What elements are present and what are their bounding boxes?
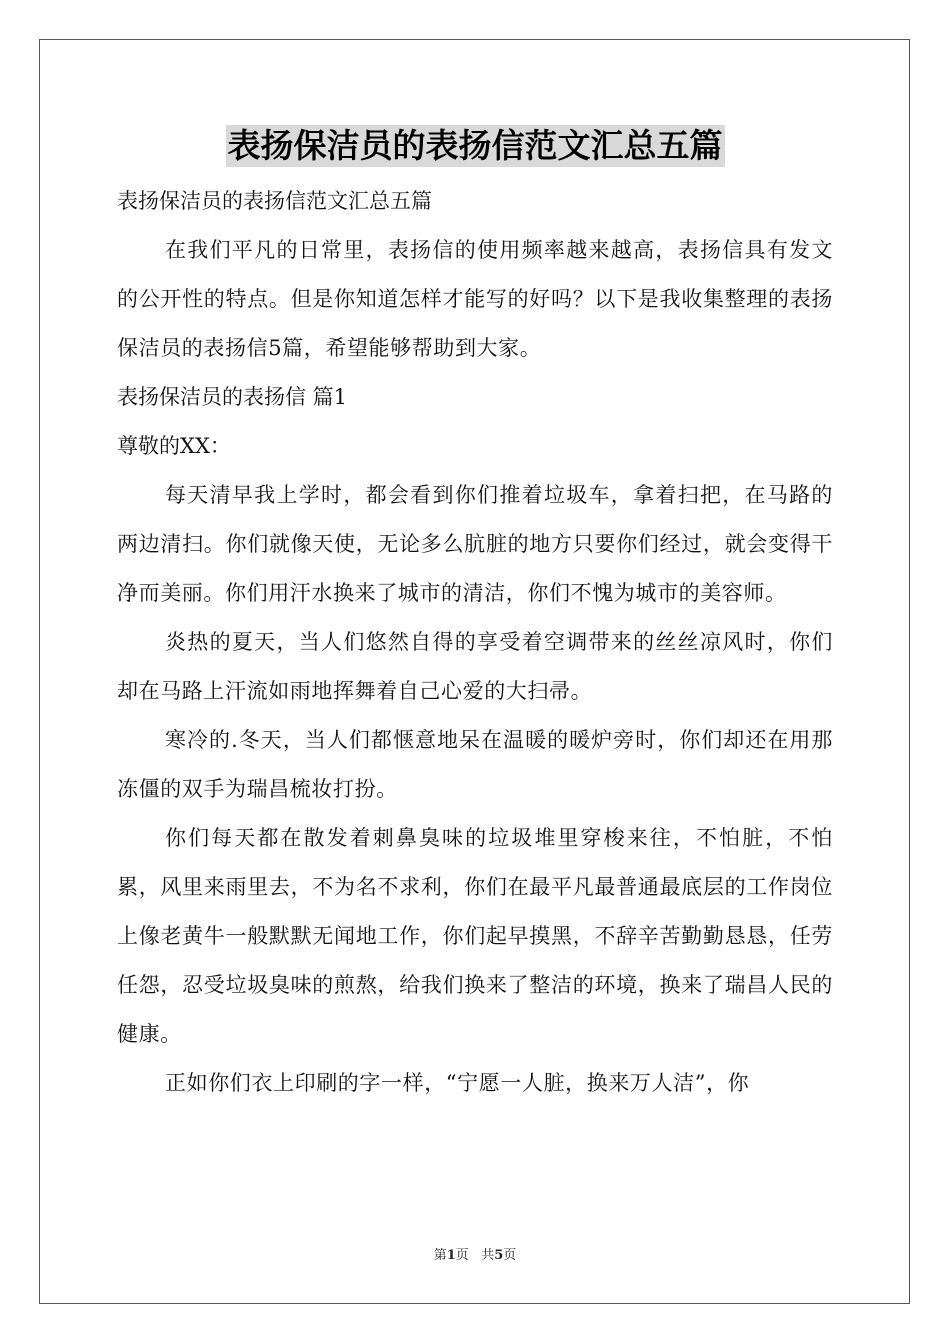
body-paragraph-1: 每天清早我上学时，都会看到你们推着垃圾车，拿着扫把，在马路的两边清扫。你们就像天使，无论多么肮脏的地方只要你们经过，就会变得干净而美丽。你们用汗水换来了城市的清洁，你们不愧为城市的美容师。 — [117, 483, 833, 605]
section-heading: 表扬保洁员的表扬信 篇1 — [117, 385, 348, 409]
total-suffix: 页 — [503, 1248, 517, 1263]
title-container — [117, 125, 833, 175]
salutation: 尊敬的XX： — [117, 434, 231, 458]
document-title: 表扬保洁员的表扬信范文汇总五篇 — [227, 126, 723, 165]
body-paragraph-4: 你们每天都在散发着刺鼻臭味的垃圾堆里穿梭来往，不怕脏，不怕累，风里来雨里去，不为名不求利，你们在最平凡最普通最底层的工作岗位上像老黄牛一般默默无闻地工作，你们起早摸黑，不辞辛苦勤勤恳恳，任劳任怨，忍受垃圾臭味的煎熬，给我们换来了整洁的环境，换来了瑞昌人民的健康。 — [117, 826, 833, 1046]
total-pages: 5 — [494, 1248, 504, 1263]
page-number: 1 — [446, 1248, 456, 1263]
page-footer — [0, 1244, 950, 1263]
intro-paragraph: 在我们平凡的日常里，表扬信的使用频率越来越高，表扬信具有发文的公开性的特点。但是你知道怎样才能写的好吗？以下是我收集整理的表扬保洁员的表扬信5篇，希望能够帮助到大家。 — [117, 238, 833, 360]
page-prefix: 第 — [433, 1248, 447, 1263]
page-suffix: 页 — [455, 1248, 469, 1263]
total-prefix: 共 — [481, 1248, 495, 1263]
body-paragraph-5: 正如你们衣上印刷的字一样，“宁愿一人脏，换来万人洁”，你 — [165, 1071, 750, 1095]
document-body — [117, 125, 833, 1108]
document-subtitle: 表扬保洁员的表扬信范文汇总五篇 — [117, 189, 432, 213]
body-paragraph-2: 炎热的夏天，当人们悠然自得的享受着空调带来的丝丝凉风时，你们却在马路上汗流如雨地挥舞着自己心爱的大扫帚。 — [117, 630, 833, 703]
body-paragraph-3: 寒冷的.冬天，当人们都惬意地呆在温暖的暖炉旁时，你们却还在用那冻僵的双手为瑞昌梳妆打扮。 — [117, 728, 833, 801]
